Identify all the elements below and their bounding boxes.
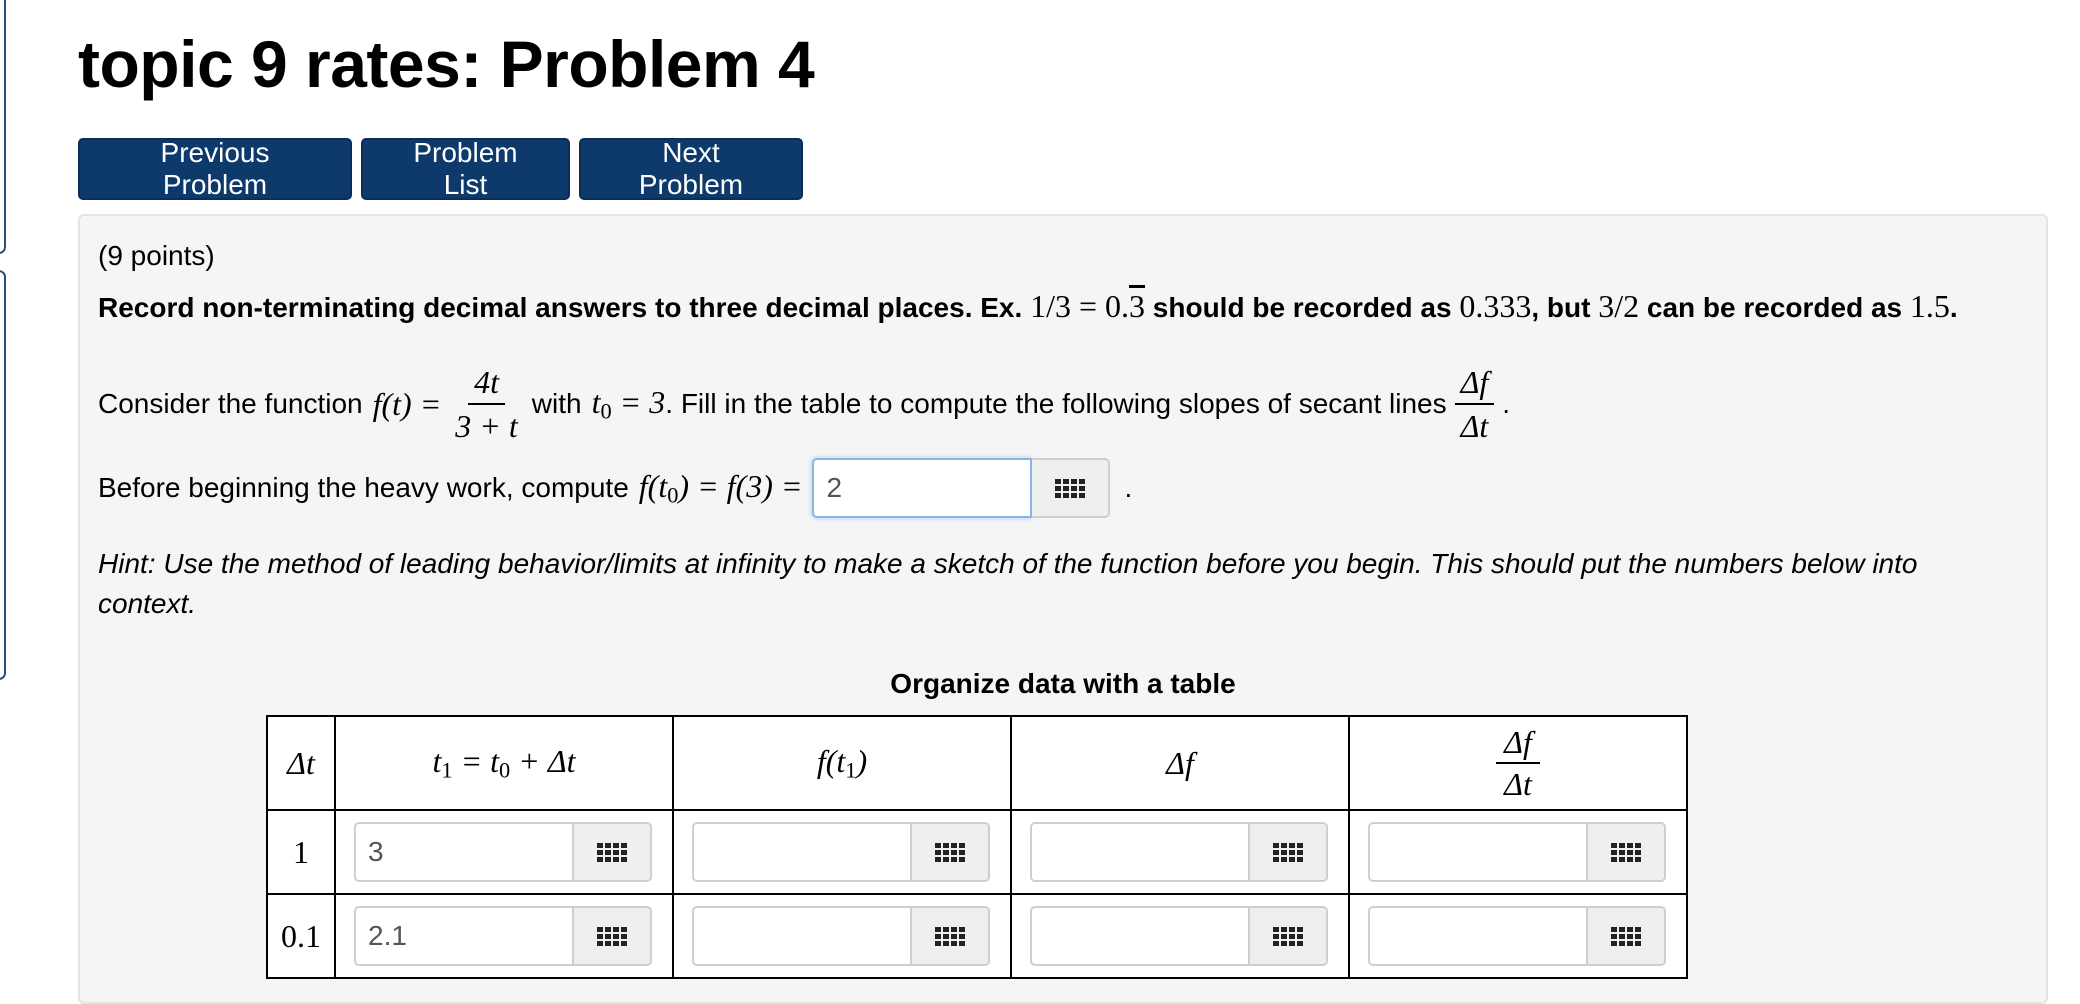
initial-value-prompt: [98, 456, 1132, 520]
rule-math-2: 0.333: [1459, 288, 1532, 324]
math-palette-button[interactable]: [574, 822, 652, 882]
header-slope-num: Δf: [1496, 724, 1540, 764]
header-delta-f: [1011, 716, 1349, 810]
f-t1-input[interactable]: [692, 822, 912, 882]
t0-value: = 3: [619, 383, 666, 420]
cell-input-group: [692, 822, 1010, 882]
slope-input[interactable]: [1368, 906, 1588, 966]
math-palette-button[interactable]: [1250, 822, 1328, 882]
rule-math-1: [1030, 288, 1145, 324]
keypad-grid-icon: [1611, 927, 1641, 946]
rule-text-5: .: [1949, 292, 1958, 323]
t1-input[interactable]: [354, 822, 574, 882]
cell-t1: [335, 894, 673, 978]
function-lhs: f(t) =: [372, 385, 442, 422]
t1-input[interactable]: [354, 906, 574, 966]
t1-sub: 1: [441, 757, 453, 783]
t0-var: t: [591, 383, 601, 420]
math-palette-button[interactable]: [912, 906, 990, 966]
t0-definition: [592, 384, 666, 425]
cell-delta-f: [1011, 810, 1349, 894]
math-palette-button[interactable]: [1588, 822, 1666, 882]
table-row: [267, 810, 1687, 894]
keypad-grid-icon: [597, 843, 627, 862]
page-title: topic 9 rates: Problem 4: [78, 27, 815, 101]
previous-problem-button[interactable]: Previous Problem: [78, 138, 352, 200]
f-open: f(t: [816, 742, 846, 779]
function-fraction: [449, 363, 523, 445]
cell-input-group: [354, 822, 672, 882]
t1-eq: = t: [460, 742, 500, 779]
keypad-grid-icon: [1611, 843, 1641, 862]
secant-table: [266, 715, 1688, 979]
rule-text-4: can be recorded as: [1646, 292, 1903, 323]
math-palette-button[interactable]: [574, 906, 652, 966]
table-header-row: [267, 716, 1687, 810]
consider-text-4: .: [1502, 388, 1511, 419]
header-delta-t: [267, 716, 335, 810]
rule-text-3: , but: [1531, 292, 1591, 323]
t1-var: t: [432, 742, 442, 779]
row-delta-t: 0.1: [267, 894, 335, 978]
header-t1-math: [432, 742, 576, 783]
consider-text-3: . Fill in the table to compute the following slopes of secant lines: [665, 388, 1447, 419]
cell-delta-f: [1011, 894, 1349, 978]
keypad-grid-icon: [1273, 927, 1303, 946]
math-palette-button[interactable]: [912, 822, 990, 882]
table-caption: Organize data with a table: [890, 668, 1236, 699]
keypad-grid-icon: [597, 927, 627, 946]
rule-text-2: should be recorded as: [1152, 292, 1452, 323]
secant-slope-fraction: [1455, 363, 1495, 445]
cell-input-group: [692, 906, 1010, 966]
header-f-t1-math: [816, 742, 868, 783]
rule-math-4: 1.5: [1909, 288, 1950, 324]
expr-rhs: ) = f(3) =: [678, 467, 803, 504]
side-frame-top: [0, 0, 6, 254]
consider-text-2: with: [531, 388, 582, 419]
slope-input[interactable]: [1368, 822, 1588, 882]
problem-list-button[interactable]: Problem List: [361, 138, 570, 200]
cell-input-group: [1030, 906, 1348, 966]
cell-slope: [1349, 810, 1687, 894]
before-text: Before beginning the heavy work, compute: [98, 472, 629, 503]
delta-f-input[interactable]: [1030, 906, 1250, 966]
slope-numerator: Δf: [1455, 363, 1495, 405]
rule-math-1-base: 1/3 = 0.: [1030, 288, 1130, 324]
keypad-grid-icon: [1055, 479, 1085, 498]
cell-slope: [1349, 894, 1687, 978]
header-f-t1: [673, 716, 1011, 810]
keypad-grid-icon: [935, 927, 965, 946]
t1-sub0: 0: [499, 757, 511, 783]
cell-input-group: [1030, 822, 1348, 882]
problem-nav: [78, 138, 803, 200]
repeating-digit: 3: [1129, 288, 1146, 324]
math-palette-button[interactable]: [1250, 906, 1328, 966]
header-slope-fraction: [1496, 724, 1540, 802]
t0-sub: 0: [600, 398, 612, 424]
header-slope-den: Δt: [1504, 766, 1532, 802]
function-numerator: 4t: [468, 363, 505, 405]
points-label: (9 points): [98, 240, 215, 271]
f-sub: 1: [845, 757, 857, 783]
function-statement: [98, 354, 1510, 454]
header-slope: [1349, 716, 1687, 810]
math-palette-button[interactable]: [1588, 906, 1666, 966]
t1-rest: + Δt: [518, 742, 576, 779]
slope-denominator: Δt: [1460, 408, 1489, 444]
cell-input-group: [1368, 822, 1686, 882]
rounding-instruction: [98, 288, 1958, 325]
expr-lhs: f(t: [638, 467, 668, 504]
side-frame-bottom: [0, 270, 6, 680]
header-delta-t-text: Δt: [287, 744, 315, 781]
problem-panel: [78, 214, 2048, 1004]
delta-f-input[interactable]: [1030, 822, 1250, 882]
answer-f-t0-input[interactable]: [812, 458, 1032, 518]
keypad-grid-icon: [1273, 843, 1303, 862]
cell-f-t1: [673, 810, 1011, 894]
header-delta-f-text: Δf: [1166, 744, 1194, 781]
hint-text: Hint: Use the method of leading behavior/limits at infinity to make a sketch of the function before you begin. This should put the numbers below into context.: [98, 548, 1918, 619]
row-delta-t: 1: [267, 810, 335, 894]
answer-f-t0-group: [812, 458, 1110, 518]
header-t1: [335, 716, 673, 810]
cell-t1: [335, 810, 673, 894]
rule-text-1: Record non-terminating decimal answers to three decimal places. Ex.: [98, 292, 1023, 323]
f-t1-input[interactable]: [692, 906, 912, 966]
consider-text-1: Consider the function: [98, 388, 363, 419]
trailing-period: .: [1124, 472, 1133, 503]
cell-f-t1: [673, 894, 1011, 978]
math-palette-button[interactable]: [1032, 458, 1110, 518]
expr-sub: 0: [667, 482, 679, 508]
table-row: [267, 894, 1687, 978]
initial-value-expression: [639, 468, 803, 509]
rule-math-3: 3/2: [1598, 288, 1640, 324]
function-denominator: 3 + t: [455, 408, 518, 444]
keypad-grid-icon: [935, 843, 965, 862]
f-close: ): [856, 742, 868, 779]
cell-input-group: [1368, 906, 1686, 966]
next-problem-button[interactable]: Next Problem: [579, 138, 803, 200]
cell-input-group: [354, 906, 672, 966]
